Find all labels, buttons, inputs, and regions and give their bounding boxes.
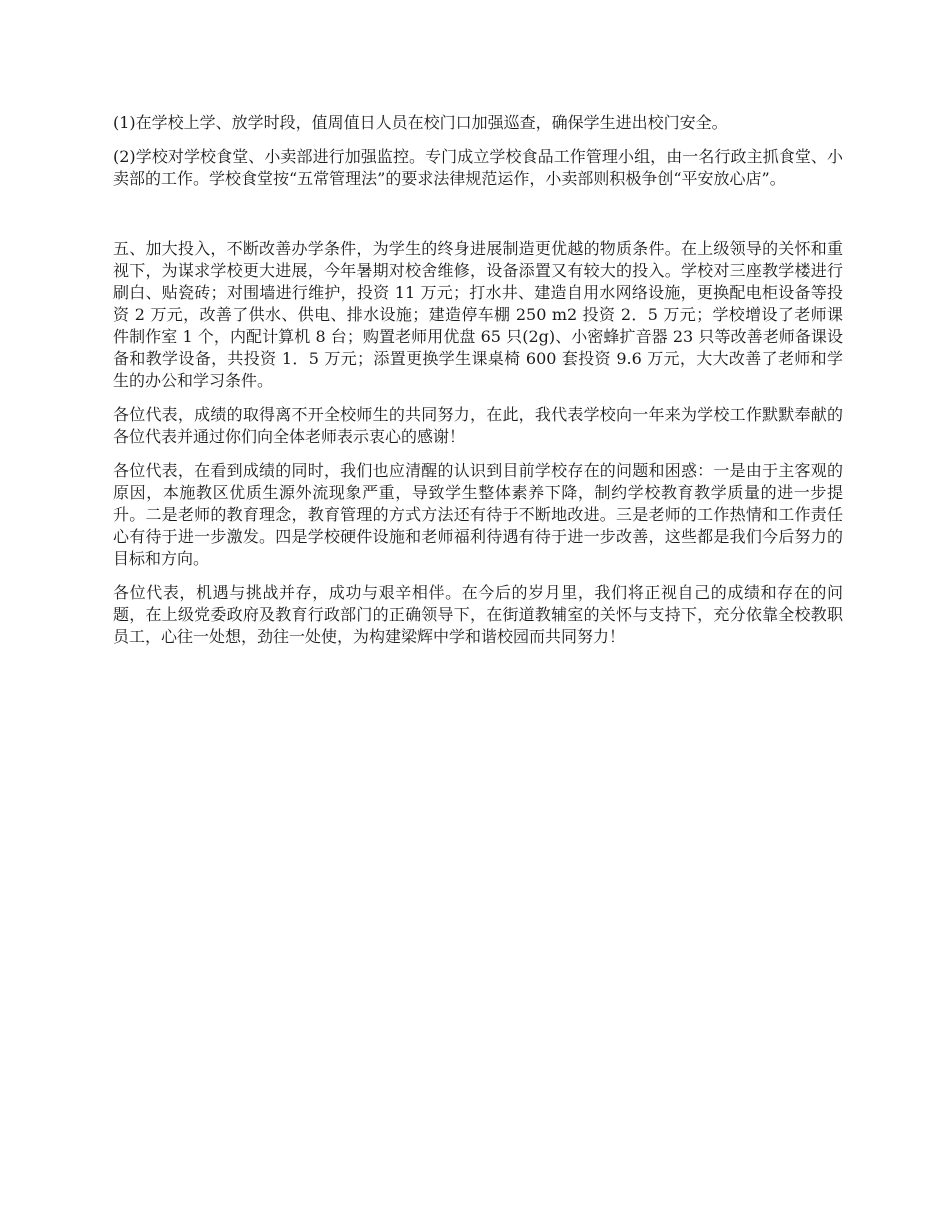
paragraph-problems: 各位代表，在看到成绩的同时，我们也应清醒的认识到目前学校存在的问题和困惑：一是由于主客观的原因，本施教区优质生源外流现象严重，导致学生整体素养下降，制约学校教育教学质量的进一步提升。二是老师的教育理念，教育管理的方式方法还有待于不断地改进。三是老师的工作热情和工作责任心有待于进一步激发。四是学校硬件设施和老师福利待遇有待于进一步改善，这些都是我们今后努力的目标和方向。 [113, 461, 843, 568]
paragraph-outlook: 各位代表，机遇与挑战并存，成功与艰辛相伴。在今后的岁月里，我们将正视自己的成绩和存在的问题，在上级党委政府及教育行政部门的正确领导下，在街道教辅室的关怀与支持下，充分依靠全校教职员工，心往一处想，劲往一处使，为构建梁辉中学和谐校园而共同努力！ [113, 583, 843, 646]
paragraph-investment: 五、加大投入，不断改善办学条件，为学生的终身进展制造更优越的物质条件。在上级领导的关怀和重视下，为谋求学校更大进展，今年暑期对校舍维修，设备添置又有较大的投入。学校对三座教学楼进行刷白、贴瓷砖；对围墙进行维护，投资 11 万元；打水井、建造自用水网络设施，更换配电柜设备等投资 2 万元，改善了供水、供电、排水设施；建造停车棚 250 m2 投资 2．5 万元；学校增设了老师课件制作室 1 个，内配计算机 8 台；购置老师用优盘 65 只(2g)、小密蜂扩音器 23 只等改善老师备课设备和教学设备，共投资 1．5 万元；添置更换学生课桌椅 600 套投资 9.6 万元，大大改善了老师和学生的办公和学习条件。 [113, 239, 843, 390]
section-gap [113, 202, 843, 238]
paragraph-thanks: 各位代表，成绩的取得离不开全校师生的共同努力，在此，我代表学校向一年来为学校工作默默奉献的各位代表并通过你们向全体老师表示衷心的感谢！ [113, 405, 843, 446]
paragraph-safety-patrol: (1)在学校上学、放学时段，值周值日人员在校门口加强巡查，确保学生进出校门安全。 [113, 113, 728, 132]
document-body [113, 112, 843, 660]
paragraph-food-safety: (2)学校对学校食堂、小卖部进行加强监控。专门成立学校食品工作管理小组，由一名行政主抓食堂、小卖部的工作。学校食堂按“五常管理法”的要求法律规范运作，小卖部则积极争创“平安放心店”。 [113, 147, 843, 188]
